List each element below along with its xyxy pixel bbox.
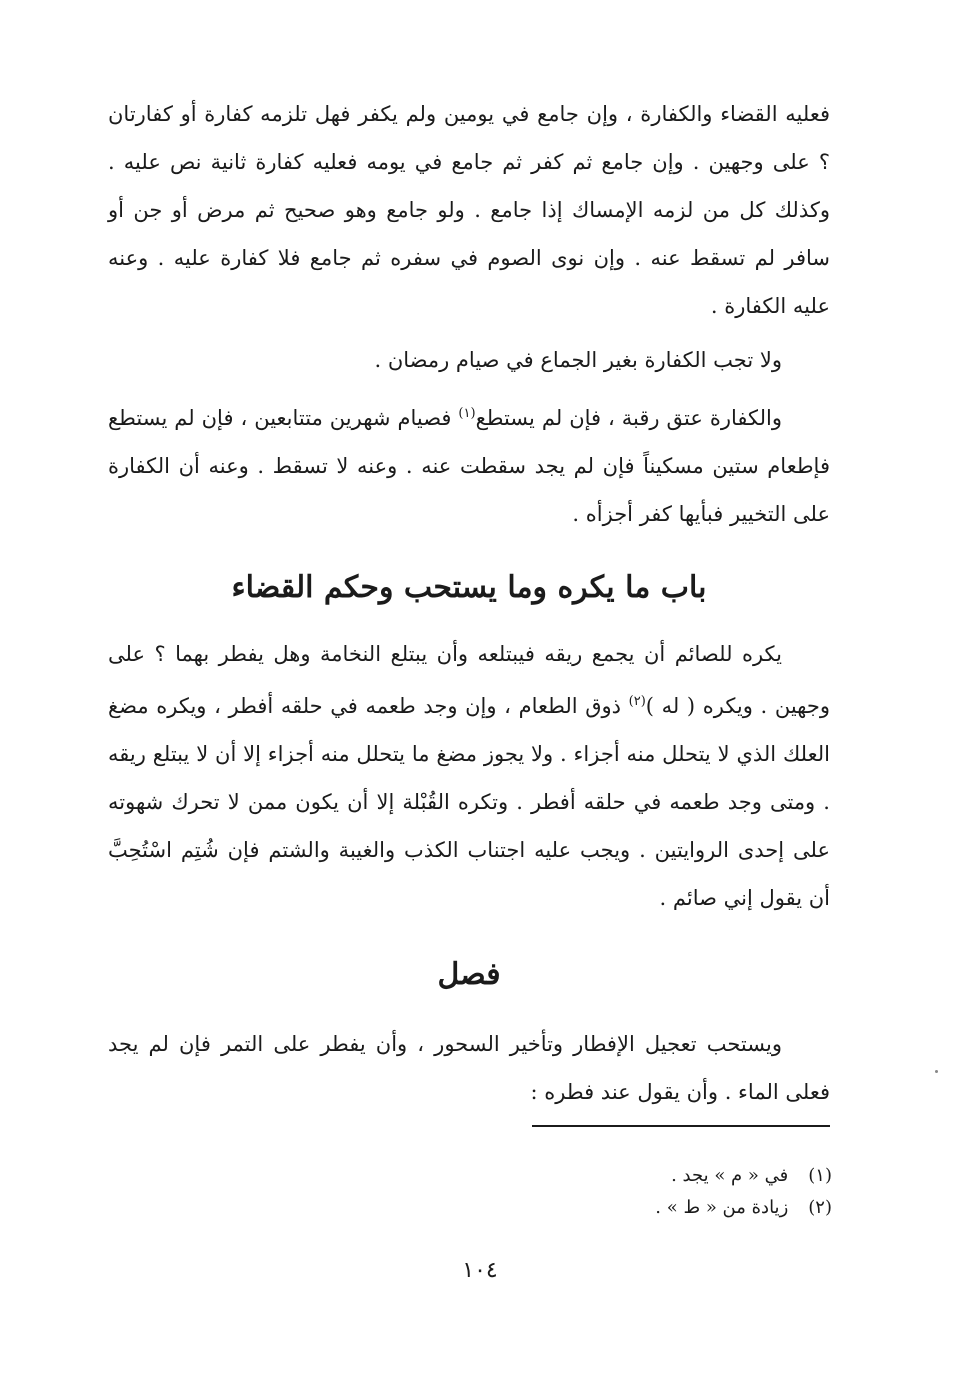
top-text-section — [108, 90, 830, 538]
chapter-text-section — [108, 630, 830, 922]
chapter-heading: باب ما يكره وما يستحب وحكم القضاء — [231, 570, 707, 605]
footnote-2 — [300, 1192, 832, 1224]
footnote-number: (٢) — [808, 1197, 832, 1218]
paragraph-penalty-intercourse: فعليه القضاء والكفارة ، وإن جامع في يومين ولم يكفر فهل تلزمه كفارة أو كفارتان ؟ على وجهين . وإن جامع ثم كفر ثم جامع في يومه فعليه كفارة ثانية نص عليه . وكذلك كل من لزمه الإمساك إذا جامع . ولو جامع وهو صحيح ثم مرض أو جن أو سافر لم تسقط عنه . وإن نوى الصوم في سفره ثم جامع فلا كفارة عليه . وعنه عليه الكفارة . — [108, 102, 830, 318]
paragraph-disliked-acts — [108, 630, 830, 922]
footnote-ref-1[interactable]: (١) — [458, 406, 476, 421]
footnote-text: زيادة من « ط » . — [655, 1197, 789, 1218]
footnote-number: (١) — [808, 1165, 832, 1186]
paragraph-recommended-acts: ويستحب تعجيل الإفطار وتأخير السحور ، وأن يفطر على التمر فإن لم يجد فعلى الماء . وأن يقول عند فطره : — [108, 1032, 830, 1104]
footnote-separator — [532, 1125, 830, 1127]
footnotes — [300, 1160, 832, 1224]
section-heading-fasl: فصل — [437, 957, 501, 992]
paragraph-expiation-start: والكفارة عتق رقبة ، فإن لم يستطع — [475, 406, 782, 430]
paragraph-disliked-rest: ذوق الطعام ، وإن وجد طعمه في حلقه أفطر ، ويكره مضغ العلك الذي لا يتحلل منه أجزاء . ولا يجوز مضغ ما يتحلل منه أجزاء إلا أن لا يبتلع ريقه . ومتى وجد طعمه في حلقه أفطر . وتكره القُبْلة إلا أن يكون ممن لا تحرك شهوته على إحدى الروايتين . ويجب عليه اجتناب الكذب والغيبة والشتم فإن شُتِم اسْتُحِبَّ أن يقول إني صائم . — [108, 694, 830, 910]
scan-speck — [935, 1070, 938, 1073]
fasl-text-section — [108, 1020, 830, 1116]
page-number: ١٠٤ — [462, 1258, 498, 1283]
footnote-text: في « م » يجد . — [671, 1165, 789, 1186]
paragraph-disliked-start: يكره للصائم أن يجمع ريقه فيبتلعه وأن يبتلع النخامة وهل يفطر بهما ؟ على وجهين . ويكره ( له ) — [108, 642, 830, 718]
paragraph-expiation-types — [108, 390, 830, 538]
footnote-1 — [300, 1160, 832, 1192]
footnote-ref-2[interactable]: (٢) — [628, 694, 646, 709]
paragraph-no-expiation-other: ولا تجب الكفارة بغير الجماع في صيام رمضان . — [374, 348, 782, 372]
paragraph-expiation-rest: فصيام شهرين متتابعين ، فإن لم يستطع فإطعام ستين مسكيناً فإن لم يجد سقطت عنه . وعنه لا تسقط . وعنه أن الكفارة على التخيير فبأيها كفر أجزأه . — [108, 406, 830, 526]
